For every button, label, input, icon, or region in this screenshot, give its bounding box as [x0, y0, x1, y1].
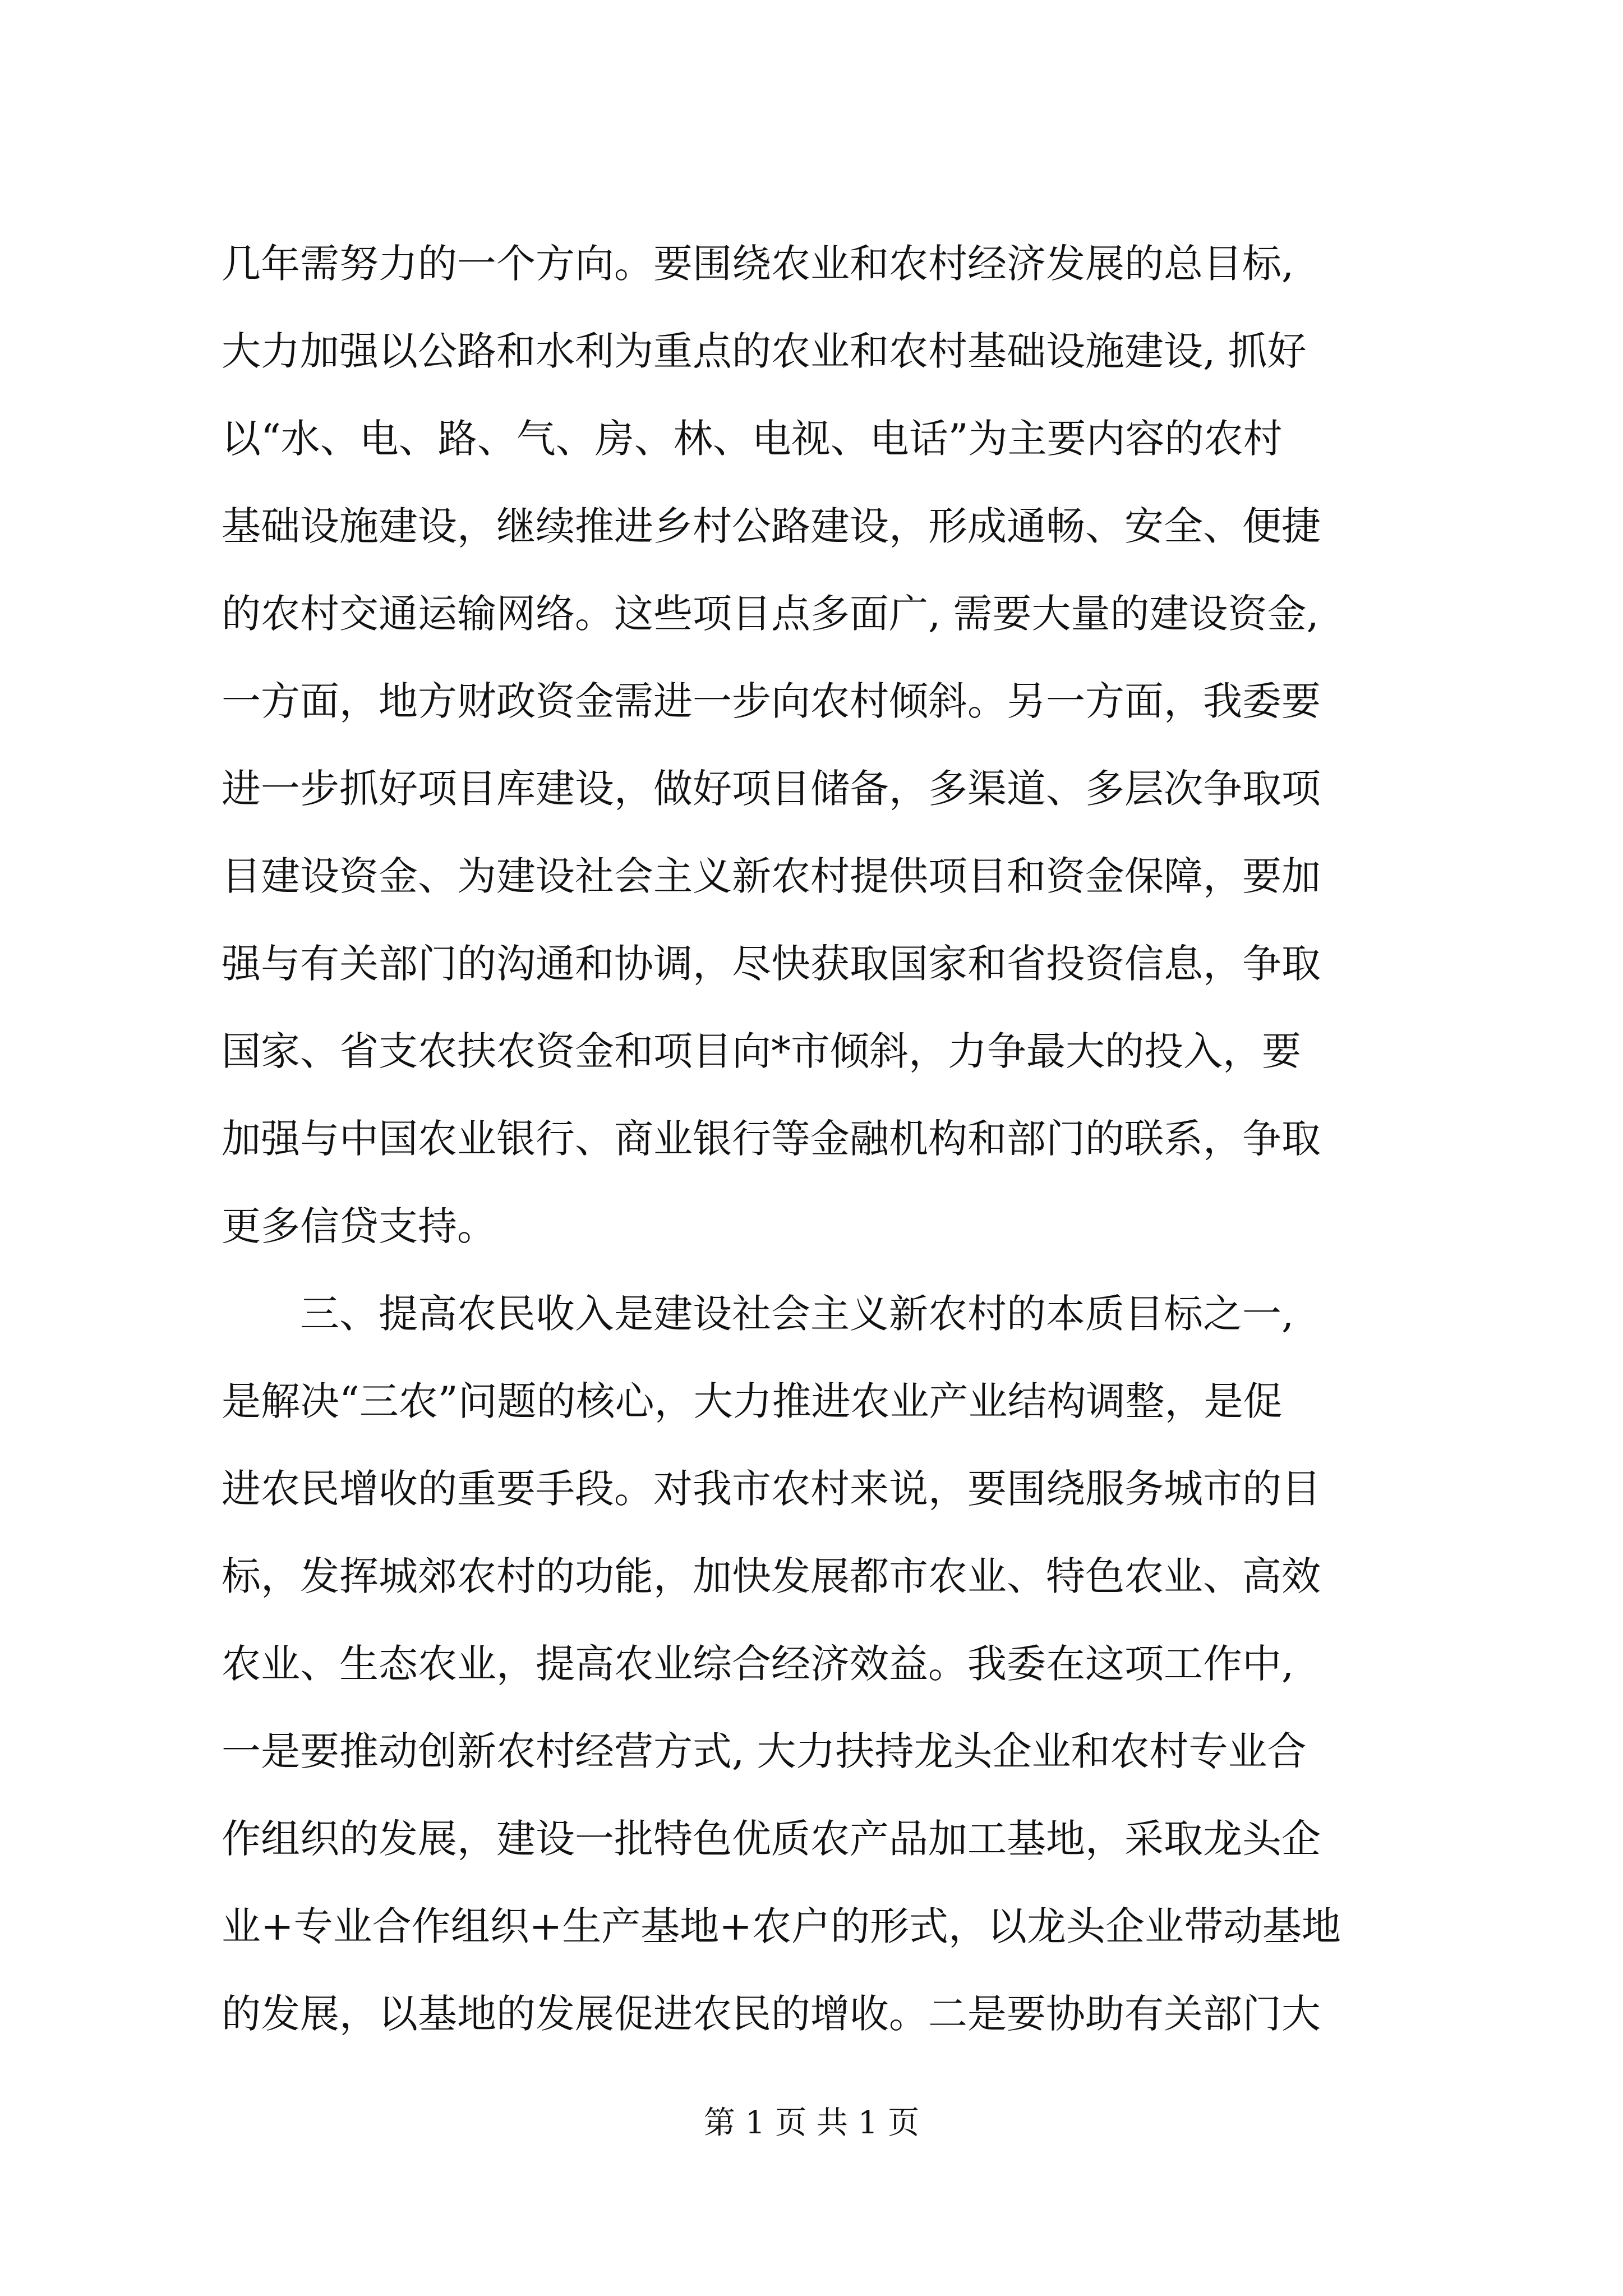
text-line: 更多信贷支持。 [222, 1203, 496, 1249]
page-footer: 第 1 页 共 1 页 [703, 2105, 920, 2141]
text-line: 业+专业合作组织+生产基地+农户的形式，以龙头企业带动基地 [222, 1903, 1341, 1949]
text-line: 农业、生态农业，提高农业综合经济效益。我委在这项工作中, [222, 1641, 1294, 1687]
text-line: 作组织的发展，建设一批特色优质农产品加工基地，采取龙头企 [222, 1816, 1321, 1862]
text-line: 标，发挥城郊农村的功能，加快发展都市农业、特色农业、高效 [222, 1553, 1321, 1599]
text-line: 国家、省支农扶农资金和项目向*市倾斜，力争最大的投入，要 [222, 1028, 1301, 1074]
text-line: 一是要推动创新农村经营方式, 大力扶持龙头企业和农村专业合 [222, 1728, 1307, 1774]
text-line: 进农民增收的重要手段。对我市农村来说，要围绕服务城市的目 [222, 1466, 1321, 1512]
text-line: 的发展，以基地的发展促进农民的增收。二是要协助有关部门大 [222, 1991, 1321, 2037]
text-line: 三、提高农民收入是建设社会主义新农村的本质目标之一, [222, 1291, 1294, 1337]
text-line: 几年需努力的一个方向。要围绕农业和农村经济发展的总目标, [222, 241, 1294, 287]
text-line: 以“水、电、路、气、房、林、电视、电话”为主要内容的农村 [222, 416, 1283, 462]
text-line: 是解决“三农”问题的核心，大力推进农业产业结构调整，是促 [222, 1378, 1283, 1424]
text-line: 强与有关部门的沟通和协调，尽快获取国家和省投资信息，争取 [222, 941, 1321, 987]
text-line: 目建设资金、为建设社会主义新农村提供项目和资金保障，要加 [222, 853, 1321, 899]
text-line: 加强与中国农业银行、商业银行等金融机构和部门的联系，争取 [222, 1116, 1321, 1162]
body-text [222, 220, 1402, 2058]
text-line: 进一步抓好项目库建设，做好项目储备，多渠道、多层次争取项 [222, 766, 1321, 812]
text-line: 的农村交通运输网络。这些项目点多面广, 需要大量的建设资金, [222, 591, 1319, 637]
text-line: 大力加强以公路和水利为重点的农业和农村基础设施建设, 抓好 [222, 328, 1307, 374]
text-line: 一方面，地方财政资金需进一步向农村倾斜。另一方面，我委要 [222, 678, 1321, 724]
text-line: 基础设施建设，继续推进乡村公路建设，形成通畅、安全、便捷 [222, 503, 1321, 549]
